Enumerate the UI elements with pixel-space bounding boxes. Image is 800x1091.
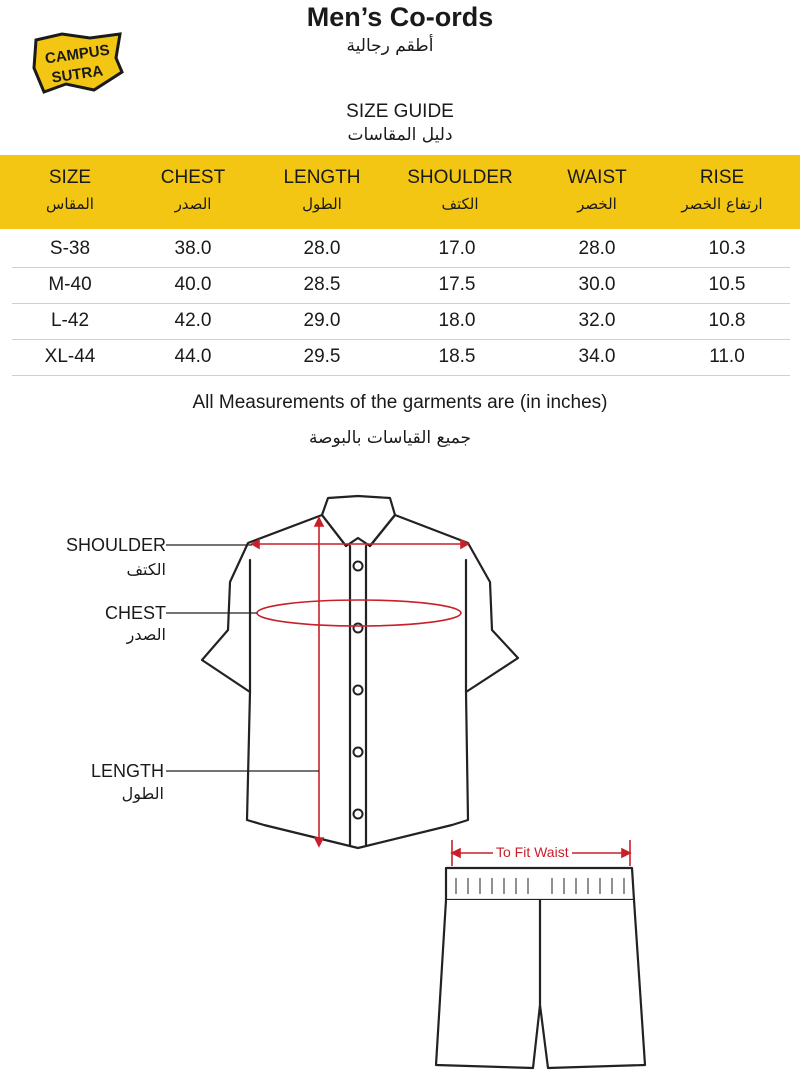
table-cell: 10.3 [708,238,746,259]
table-cell: 44.0 [174,346,212,367]
size-guide-title: SIZE GUIDE [346,101,454,122]
table-cell: 40.0 [174,274,212,295]
table-cell: 11.0 [709,346,745,367]
shoulder-label-arabic: الكتف [126,560,166,579]
measurement-note: All Measurements of the garments are (in inches) [192,392,608,413]
measurement-note-arabic: جميع القياسات بالبوصة [308,428,472,448]
table-cell: 30.0 [578,274,616,295]
size-guide-title-arabic: دليل المقاسات [347,125,453,145]
table-cell: 29.5 [303,346,341,367]
table-cell: 32.0 [578,310,616,331]
page-title: Men’s Co-ords [306,2,494,32]
table-row [12,231,790,268]
table-cell: S-38 [49,238,91,259]
waist-label: To Fit Waist [493,844,572,860]
table-cell: 28.0 [578,238,616,259]
column-header-chest: CHEST الصدر [160,167,226,213]
table-cell: 10.8 [708,310,746,331]
table-cell: 17.5 [438,274,476,295]
table-cell: L-42 [50,310,90,331]
table-cell: 34.0 [578,346,616,367]
table-cell: 38.0 [174,238,212,259]
length-label-arabic: الطول [121,784,164,803]
chest-label: CHEST [104,603,166,623]
table-row [12,267,790,304]
brand-logo [32,32,124,94]
page-subtitle-arabic: أطقم رجالية [346,36,434,56]
table-cell: 28.5 [303,274,341,295]
table-cell: 18.5 [438,346,476,367]
column-header-rise: RISE ارتفاع الخصر [681,167,763,213]
chest-label-arabic: الصدر [126,625,166,644]
svg-text:SUTRA: SUTRA [50,62,105,87]
table-cell: 18.0 [438,310,476,331]
column-header-size: SIZE المقاس [46,167,94,213]
shorts-icon [436,868,645,1068]
column-header-waist: WAIST الخصر [567,167,627,213]
table-row [12,339,790,376]
table-cell: 10.5 [708,274,746,295]
column-header-shoulder: SHOULDER الكتف [407,167,513,213]
svg-text:CAMPUS: CAMPUS [43,41,111,68]
table-cell: 28.0 [303,238,341,259]
table-row [12,303,790,340]
shoulder-label: SHOULDER [65,535,166,555]
size-table-header [0,155,800,229]
table-cell: XL-44 [44,346,96,367]
length-label: LENGTH [90,761,164,781]
table-cell: 17.0 [438,238,476,259]
table-cell: 29.0 [303,310,341,331]
table-cell: 42.0 [174,310,212,331]
table-cell: M-40 [48,274,92,295]
column-header-length: LENGTH الطول [283,167,361,213]
shirt-icon [202,496,518,848]
